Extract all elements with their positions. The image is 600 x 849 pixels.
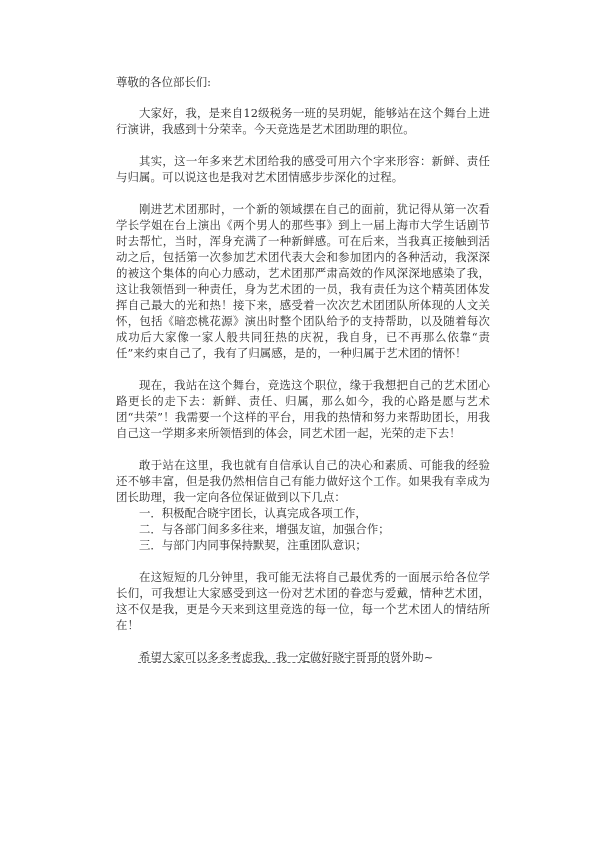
closing-line: 希望大家可以多多考虑我，我一定做好晓宇哥哥的贤外助~ bbox=[139, 650, 434, 664]
commitment-list bbox=[116, 505, 490, 553]
paragraph-conclusion: 在这短短的几分钟里，我可能无法将自己最优秀的一面展示给各位学长们，可我想让大家感受到这一份对艺术团的眷恋与爱戴，情种艺术团，这不仅是我，更是今天来到这里竞选的每一位，每一个艺术团人的情结所在！ bbox=[116, 570, 490, 632]
commitment-item: 三．与部门内同事保持默契，注重团队意识； bbox=[139, 538, 367, 552]
paragraph-feelings: 其实，这一年多来艺术团给我的感受可用六个字来形容：新鲜、责任与归属。可以说这也是我对艺术团情感步步深化的过程。 bbox=[116, 154, 490, 184]
divider-line bbox=[138, 662, 400, 663]
paragraph-experience: 刚进艺术团那时，一个新的领域摆在自己的面前，犹记得从第一次看学长学姐在台上演出《两个男人的那些事》到上一届上海市大学生话剧节时去帮忙，当时，浑身充满了一种新鲜感。可在后来，当我真正接触到活动之后，包括第一次参加艺术团代表大会和参加团内的各种活动，我深深的被这个集体的向心力感动，艺术团那严肃高效的作风深深地感染了我，这让我领悟到一种责任，身为艺术团的一员，我有责任为这个精英团体发挥自己最大的光和热！接下来，感受着一次次艺术团团队所体现的人文关怀，包括《暗恋桃花源》演出时整个团队给予的支持帮助，以及随着每次成功后大家像一家人般共同狂热的庆祝，我自身，已不再那么依靠“责任”来约束自己了，我有了归属感，是的，一种归属于艺术团的情怀！ bbox=[116, 202, 490, 360]
divider-text bbox=[138, 655, 400, 662]
paragraph-motivation: 现在，我站在这个舞台，竞选这个职位，缘于我想把自己的艺术团心路更长的走下去：新鲜、责任、归属，那么如今，我的心路是愿与艺术团“共荣”！我需要一个这样的平台，用我的热情和努力来帮助团长，用我自己这一学期多来所领悟到的体会，同艺术团一起，光荣的走下去！ bbox=[116, 378, 490, 440]
paragraph-greeting: 大家好，我，是来自12级税务一班的吴玥妮，能够站在这个舞台上进行演讲，我感到十分荣幸。今天竞选是艺术团助理的职位。 bbox=[116, 106, 490, 136]
paragraph-commitment-intro: 敢于站在这里，我也就有自信承认自己的决心和素质、可能我的经验还不够丰富，但是我仍然相信自己有能力做好这个工作。如果我有幸成为团长助理，我一定向各位保证做到以下几点： bbox=[116, 458, 490, 504]
salutation: 尊敬的各位部长们: bbox=[116, 75, 211, 89]
commitment-item: 二．与各部门间多多往来，增强友谊，加强合作； bbox=[139, 522, 390, 536]
commitment-item: 一．积极配合晓宇团长，认真完成各项工作， bbox=[139, 506, 367, 520]
document-body bbox=[116, 74, 490, 665]
